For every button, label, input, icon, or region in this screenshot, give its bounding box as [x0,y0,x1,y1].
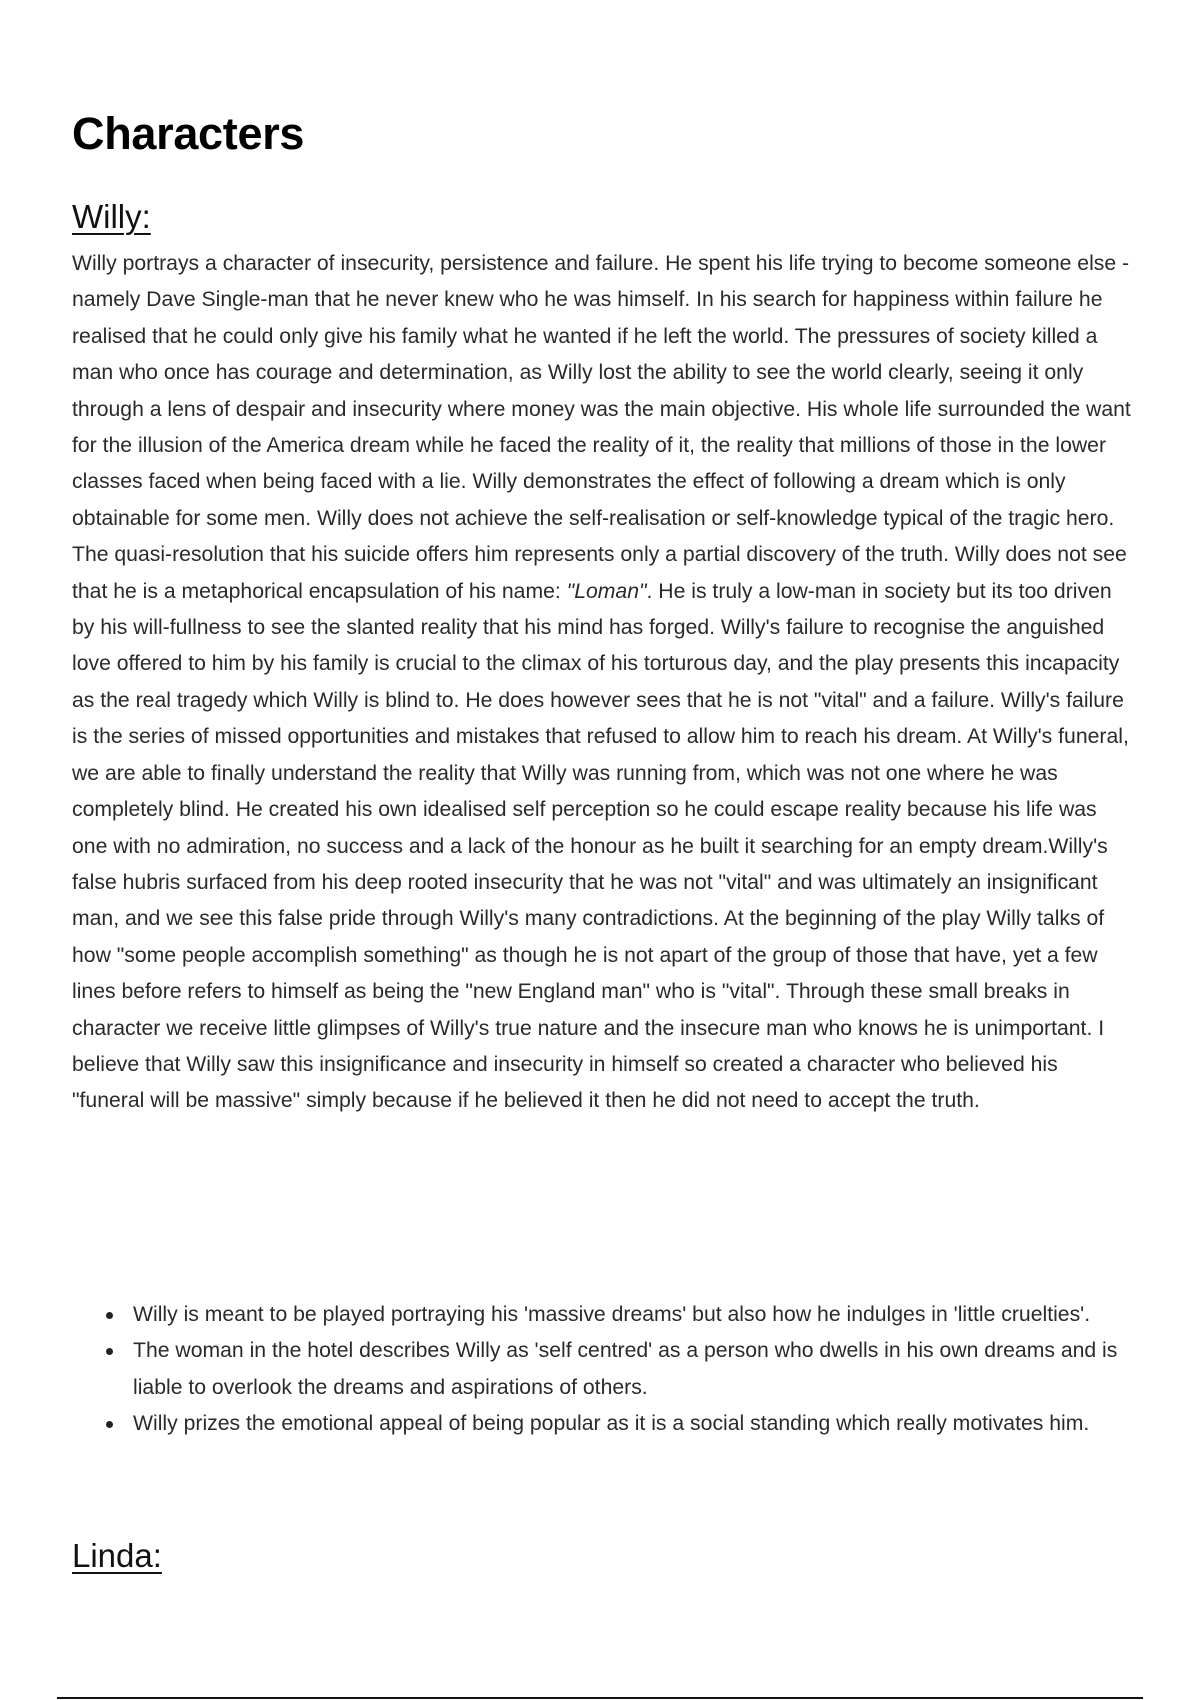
list-item [133,1333,1132,1406]
willy-paragraph [72,246,1132,1120]
section-heading-linda: Linda: [72,1537,162,1574]
bullet-icon [106,1348,113,1355]
loman-quote: "Loman" [566,579,647,603]
list-item [133,1406,1132,1442]
list-item-text: Willy is meant to be played portraying his 'massive dreams' but also how he indulges in 'little cruelties'. [133,1303,1091,1326]
willy-bullet-list [72,1297,1132,1443]
willy-paragraph-text-part-1: Willy portrays a character of insecurity, persistence and failure. He spent his life trying to become someone else - namely Dave Single-man that he never knew who he was himself. In his search for happiness within failure he realised that he could only give his family what he wanted if he left the world. The pressures of society killed a man who once has courage and determination, as Willy lost the ability to see the world clearly, seeing it only through a lens of despair and insecurity where money was the main objective. His whole life surrounded the want for the illusion of the America dream while he faced the reality of it, the reality that millions of those in the lower classes faced when being faced with a lie. Willy demonstrates the effect of following a dream which is only obtainable for some men. Willy does not achieve the self-realisation or self-knowledge typical of the tragic hero. The quasi-resolution that his suicide offers him represents only a partial discovery of the truth. Willy does not see that he is a metaphorical encapsulation of his name: [72,252,1131,603]
list-item-text: Willy prizes the emotional appeal of being popular as it is a social standing which really motivates him. [133,1412,1090,1436]
bullet-icon [106,1421,113,1428]
page-divider [57,1697,1143,1699]
section-heading-willy: Willy: [72,198,151,235]
list-item-text: The woman in the hotel describes Willy as 'self centred' as a person who dwells in his own dreams and is liable to overlook the dreams and aspirations of others. [133,1339,1118,1399]
bullet-icon [106,1312,113,1319]
list-item [133,1297,1132,1333]
page-title: Characters [72,108,305,159]
willy-paragraph-text-part-2: . He is truly a low-man in society but its too driven by his will-fullness to see the slanted reality that his mind has forged. Willy's failure to recognise the anguished love offered to him by his family is crucial to the climax of his torturous day, and the play presents this incapacity as the real tragedy which Willy is blind to. He does however sees that he is not "vital" and a failure. Willy's failure is the series of missed opportunities and mistakes that refused to allow him to reach his dream. At Willy's funeral, we are able to finally understand the reality that Willy was running from, which was not one where he was completely blind. He created his own idealised self perception so he could escape reality because his life was one with no admiration, no success and a lack of the honour as he built it searching for an empty dream.Willy's false hubris surfaced from his deep rooted insecurity that he was not "vital" and was ultimately an insignificant man, and we see this false pride through Willy's many contradictions. At the beginning of the play Willy talks of how "some people accomplish something" as though he is not apart of the group of those that have, yet a few lines before refers to himself as being the "new England man" who is "vital". Through these small breaks in character we receive little glimpses of Willy's true nature and the insecure man who knows he is unimportant. I believe that Willy saw this insignificance and insecurity in himself so created a character who believed his "funeral will be massive" simply because if he believed it then he did not need to accept the truth. [72,579,1129,1113]
